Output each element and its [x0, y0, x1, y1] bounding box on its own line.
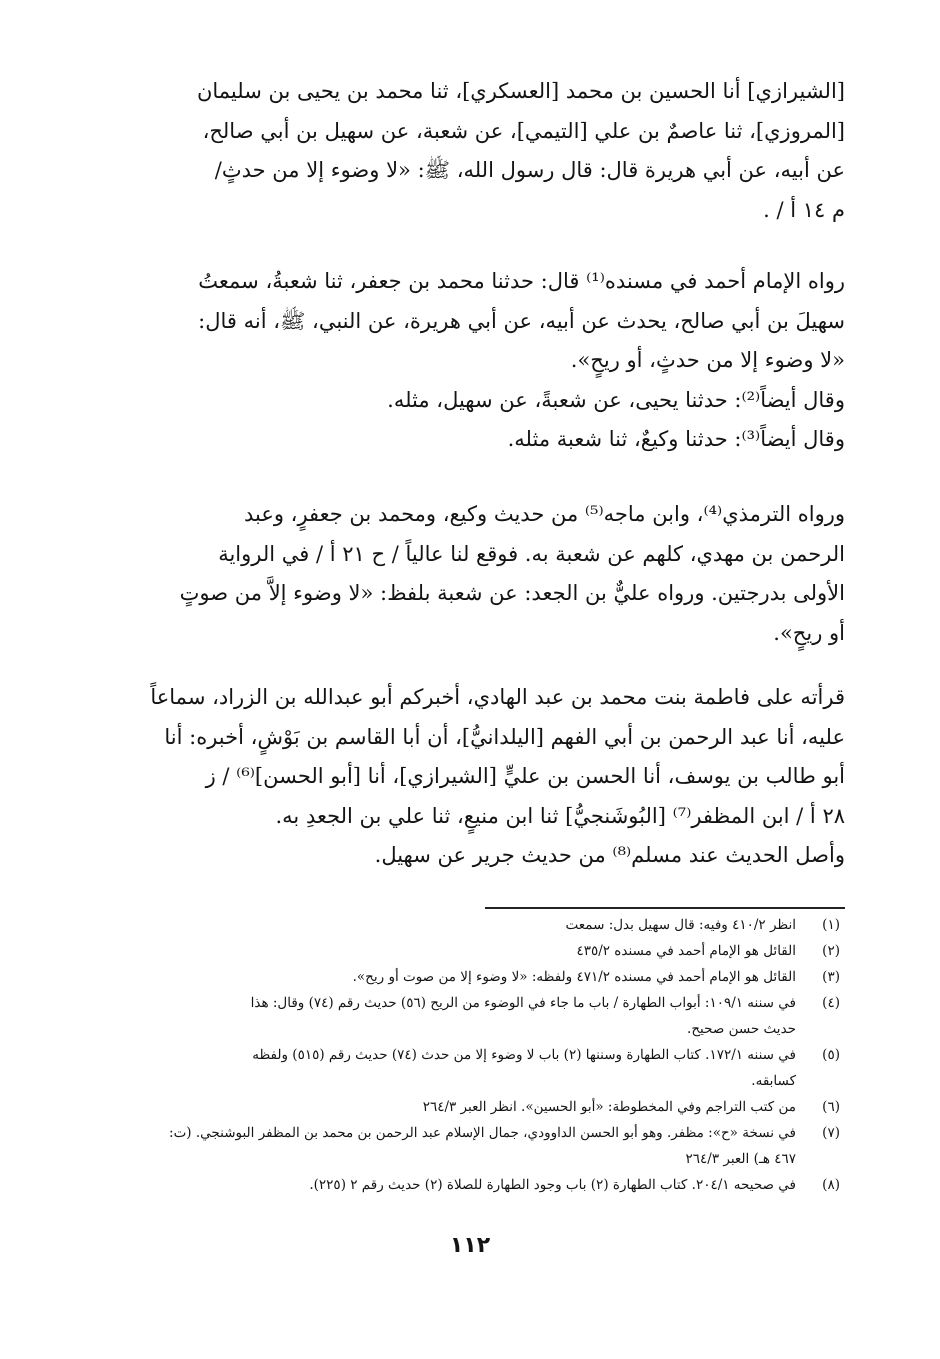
text-line: م ١٤ أ / . — [763, 197, 845, 222]
text-line: وقال أيضاً⁽³⁾: حدثنا وكيعٌ، ثنا شعبة مثله. — [507, 427, 845, 451]
page-number: ١١٢ — [449, 1233, 491, 1258]
text-line: [الشيرازي] أنا الحسين بن محمد [العسكري]، ثنا محمد بن يحيى بن سليمان — [196, 79, 845, 103]
text-line: الأولى بدرجتين. ورواه عليٌّ بن الجعد: عن شعبة بلفظ: «لا وضوء إلاَّ من صوتٍ — [179, 581, 845, 605]
text-line: «لا وضوء إلا من حدثٍ، أو ريحٍ». — [570, 348, 845, 372]
paragraph-tirmidhi — [95, 495, 845, 653]
footnote-divider — [485, 907, 845, 909]
footnote-text: القائل هو الإمام أحمد في مسنده ٤٧١/٢ ولفظه: «لا وضوء إلا من صوت أو ريح». — [352, 969, 796, 985]
paragraph-ahmad — [95, 262, 845, 460]
footnote-number: (١) — [822, 917, 840, 933]
text-line: ٢٨ أ / ابن المظفر⁽⁷⁾ [البُوشَنجيُّ] ثنا ابن منيعٍ، ثنا علي بن الجعدِ به. — [275, 803, 845, 828]
footnote-text: في سننه ١٧٢/١. كتاب الطهارة وسننها (٢) باب لا وضوء إلا من حدث (٧٤) حديث رقم (٥١٥) ولفظه — [252, 1047, 796, 1063]
text-line: سهيلَ بن أبي صالح، يحدث عن أبيه، عن أبي هريرة، عن النبي، ﷺ، أنه قال: — [198, 308, 845, 333]
footnote-number: (٣) — [822, 969, 840, 985]
footnote-text: في نسخة «ح»: مظفر. وهو أبو الحسن الداوودي، جمال الإسلام عبد الرحمن بن محمد بن المظفر البوشنجي. (ت: — [169, 1125, 796, 1141]
footnote-text: في سننه ١٠٩/١: أبواب الطهارة / باب ما جاء في الوضوء من الريح (٥٦) حديث رقم (٧٤) وقال: هذا — [250, 995, 796, 1011]
footnote-number: (٢) — [822, 943, 840, 959]
text-line: عن أبيه، عن أبي هريرة قال: قال رسول الله، ﷺ: «لا وضوء إلا من حدثٍ/ — [214, 158, 845, 182]
footnote-number: (٥) — [822, 1047, 840, 1063]
text-line: الرحمن بن مهدي، كلهم عن شعبة به. فوقع لنا عالياً / ح ٢١ أ / في الرواية — [218, 541, 845, 566]
text-line: ورواه الترمذي⁽⁴⁾، وابن ماجه⁽⁵⁾ من حديث وكيع، ومحمد بن جعفرٍ، وعبد — [243, 502, 845, 526]
footnote-number: (٧) — [822, 1125, 840, 1141]
text-line: عليه، أنا عبد الرحمن بن أبي الفهم [اليلدانيُّ]، أن أبا القاسم بن بَوْشٍ، أخبره: أنا — [164, 724, 845, 749]
footnote-8 — [95, 1172, 840, 1198]
footnote-5 — [95, 1042, 840, 1094]
footnotes — [95, 912, 840, 1198]
paragraph-reading — [95, 678, 845, 876]
footnote-number: (٨) — [822, 1177, 840, 1193]
footnote-4 — [95, 990, 840, 1042]
footnote-text-continued: حديث حسن صحيح. — [687, 1021, 796, 1037]
footnote-text: انظر ٤١٠/٢ وفيه: قال سهيل بدل: سمعت — [565, 917, 796, 933]
footnote-text: في صحيحه ٢٠٤/١. كتاب الطهارة (٢) باب وجود الطهارة للصلاة (٢) حديث رقم ٢ (٢٢٥). — [309, 1177, 796, 1193]
footnote-number: (٤) — [822, 995, 840, 1011]
text-line: [المروزي]، ثنا عاصمٌ بن علي [التيمي]، عن شعبة، عن سهيل بن أبي صالح، — [202, 118, 845, 143]
footnote-text-continued: ٤٦٧ هـ) العبر ٢٦٤/٣ — [685, 1151, 796, 1167]
footnote-text-continued: كسابقه. — [751, 1073, 796, 1089]
footnote-1 — [95, 912, 840, 938]
footnote-text: القائل هو الإمام أحمد في مسنده ٤٣٥/٢ — [576, 943, 796, 959]
text-line: وقال أيضاً⁽²⁾: حدثنا يحيى، عن شعبةً، عن سهيل، مثله. — [387, 387, 845, 412]
footnote-2 — [95, 938, 840, 964]
paragraph-isnad — [95, 72, 845, 230]
footnote-number: (٦) — [822, 1099, 840, 1115]
footnote-6 — [95, 1094, 840, 1120]
footnote-text: من كتب التراجم وفي المخطوطة: «أبو الحسين». انظر العبر ٢٦٤/٣ — [422, 1099, 796, 1115]
text-line: رواه الإمام أحمد في مسنده⁽¹⁾ قال: حدثنا محمد بن جعفر، ثنا شعبةُ، سمعتُ — [198, 269, 845, 293]
text-line: قرأته على فاطمة بنت محمد بن عبد الهادي، أخبركم أبو عبدالله بن الزراد، سماعاً — [150, 685, 845, 709]
footnote-7 — [95, 1120, 840, 1172]
footnote-3 — [95, 964, 840, 990]
text-line: أبو طالب بن يوسف، أنا الحسن بن عليٍّ [الشيرازي]، أنا [أبو الحسن]⁽⁶⁾ / ز — [205, 764, 845, 788]
text-line: أو ريحٍ». — [773, 620, 845, 645]
text-line: وأصل الحديث عند مسلم⁽⁸⁾ من حديث جرير عن سهيل. — [374, 843, 845, 867]
